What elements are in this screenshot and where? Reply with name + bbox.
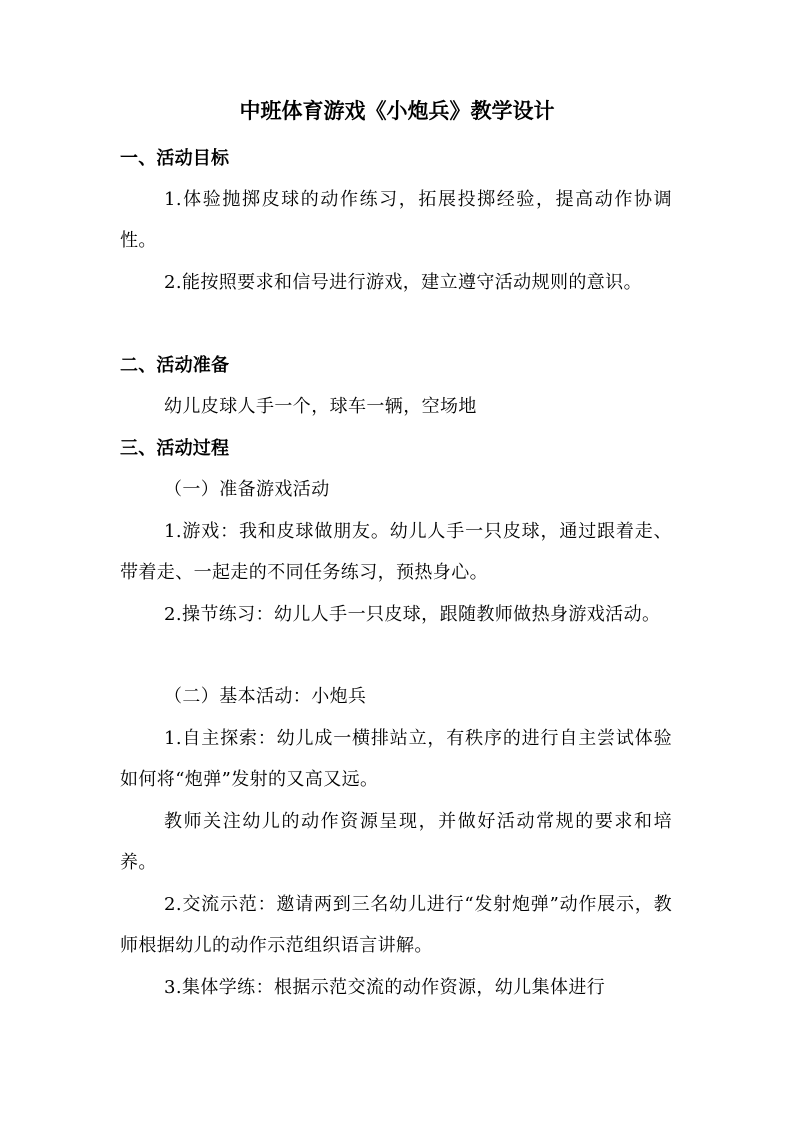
subsection-heading-basic: （二）基本活动：小炮兵 xyxy=(164,686,367,707)
paragraph-basic-1: 1.自主探索：幼儿成一横排站立，有秩序的进行自主尝试体验如何将“炮弹”发射的又高又远。 xyxy=(120,728,672,790)
paragraph-warmup-1: 1.游戏：我和皮球做朋友。幼儿人手一只皮球，通过跟着走、带着走、一起走的不同任务练习，预热身心。 xyxy=(120,521,672,583)
subsection-heading-warmup: （一）准备游戏活动 xyxy=(164,479,330,500)
paragraph-basic-2: 2.交流示范：邀请两到三名幼儿进行“发射炮弹”动作展示，教师根据幼儿的动作示范组织语言讲解。 xyxy=(120,894,672,956)
paragraph-warmup-2: 2.操节练习：幼儿人手一只皮球，跟随教师做热身游戏活动。 xyxy=(164,604,661,625)
section-heading-preparation: 二、活动准备 xyxy=(120,355,230,376)
section-heading-process: 三、活动过程 xyxy=(120,438,230,459)
paragraph-goal-2: 2.能按照要求和信号进行游戏，建立遵守活动规则的意识。 xyxy=(164,272,642,293)
paragraph-preparation: 幼儿皮球人手一个，球车一辆，空场地 xyxy=(164,396,477,417)
document-title: 中班体育游戏《小炮兵》教学设计 xyxy=(239,98,555,123)
paragraph-goal-1: 1.体验抛掷皮球的动作练习，拓展投掷经验，提高动作协调性。 xyxy=(120,189,672,251)
paragraph-basic-note: 教师关注幼儿的动作资源呈现，并做好活动常规的要求和培养。 xyxy=(120,811,672,873)
section-heading-goals: 一、活动目标 xyxy=(120,148,230,169)
paragraph-basic-3: 3.集体学练：根据示范交流的动作资源，幼儿集体进行 xyxy=(164,977,606,998)
